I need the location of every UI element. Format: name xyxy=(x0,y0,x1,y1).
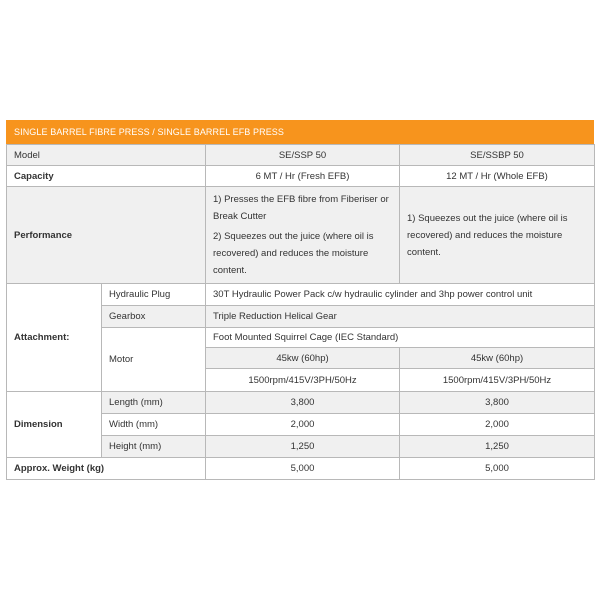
spec-sheet xyxy=(6,120,594,480)
gearbox-label: Gearbox xyxy=(102,306,206,328)
model-col1: SE/SSP 50 xyxy=(206,145,400,166)
width-col2: 2,000 xyxy=(400,414,595,436)
motor-type: Foot Mounted Squirrel Cage (IEC Standard) xyxy=(206,328,595,348)
motor-spec-col2: 1500rpm/415V/3PH/50Hz xyxy=(400,369,595,392)
weight-row xyxy=(7,458,595,480)
performance-col1 xyxy=(206,187,400,284)
attachment-label: Attachment: xyxy=(7,284,102,392)
gearbox-value: Triple Reduction Helical Gear xyxy=(206,306,595,328)
width-col1: 2,000 xyxy=(206,414,400,436)
hydraulic-plug-label: Hydraulic Plug xyxy=(102,284,206,306)
performance-col2: 1) Squeezes out the juice (where oil is recovered) and reduces the moisture content. xyxy=(400,187,595,284)
height-col1: 1,250 xyxy=(206,436,400,458)
model-row xyxy=(7,145,595,166)
width-label: Width (mm) xyxy=(102,414,206,436)
dimension-label: Dimension xyxy=(7,392,102,458)
model-label: Model xyxy=(7,145,206,166)
spec-table xyxy=(6,144,595,480)
motor-label: Motor xyxy=(102,328,206,392)
performance-col1-point2: 2) Squeezes out the juice (where oil is recovered) and reduces the moisture content. xyxy=(213,231,374,276)
table-title-banner: SINGLE BARREL FIBRE PRESS / SINGLE BARREL EFB PRESS xyxy=(6,120,594,144)
motor-power-col1: 45kw (60hp) xyxy=(206,348,400,369)
hydraulic-plug-row xyxy=(7,284,595,306)
capacity-label: Capacity xyxy=(7,166,206,187)
hydraulic-plug-value: 30T Hydraulic Power Pack c/w hydraulic cylinder and 3hp power control unit xyxy=(206,284,595,306)
length-col2: 3,800 xyxy=(400,392,595,414)
weight-col1: 5,000 xyxy=(206,458,400,480)
model-col2: SE/SSBP 50 xyxy=(400,145,595,166)
height-col2: 1,250 xyxy=(400,436,595,458)
performance-row xyxy=(7,187,595,284)
capacity-row xyxy=(7,166,595,187)
length-label: Length (mm) xyxy=(102,392,206,414)
motor-spec-col1: 1500rpm/415V/3PH/50Hz xyxy=(206,369,400,392)
length-row xyxy=(7,392,595,414)
performance-label: Performance xyxy=(7,187,206,284)
weight-label: Approx. Weight (kg) xyxy=(7,458,206,480)
length-col1: 3,800 xyxy=(206,392,400,414)
weight-col2: 5,000 xyxy=(400,458,595,480)
height-label: Height (mm) xyxy=(102,436,206,458)
capacity-col2: 12 MT / Hr (Whole EFB) xyxy=(400,166,595,187)
performance-col1-point1: 1) Presses the EFB fibre from Fiberiser or Break Cutter xyxy=(213,194,389,222)
capacity-col1: 6 MT / Hr (Fresh EFB) xyxy=(206,166,400,187)
motor-power-col2: 45kw (60hp) xyxy=(400,348,595,369)
